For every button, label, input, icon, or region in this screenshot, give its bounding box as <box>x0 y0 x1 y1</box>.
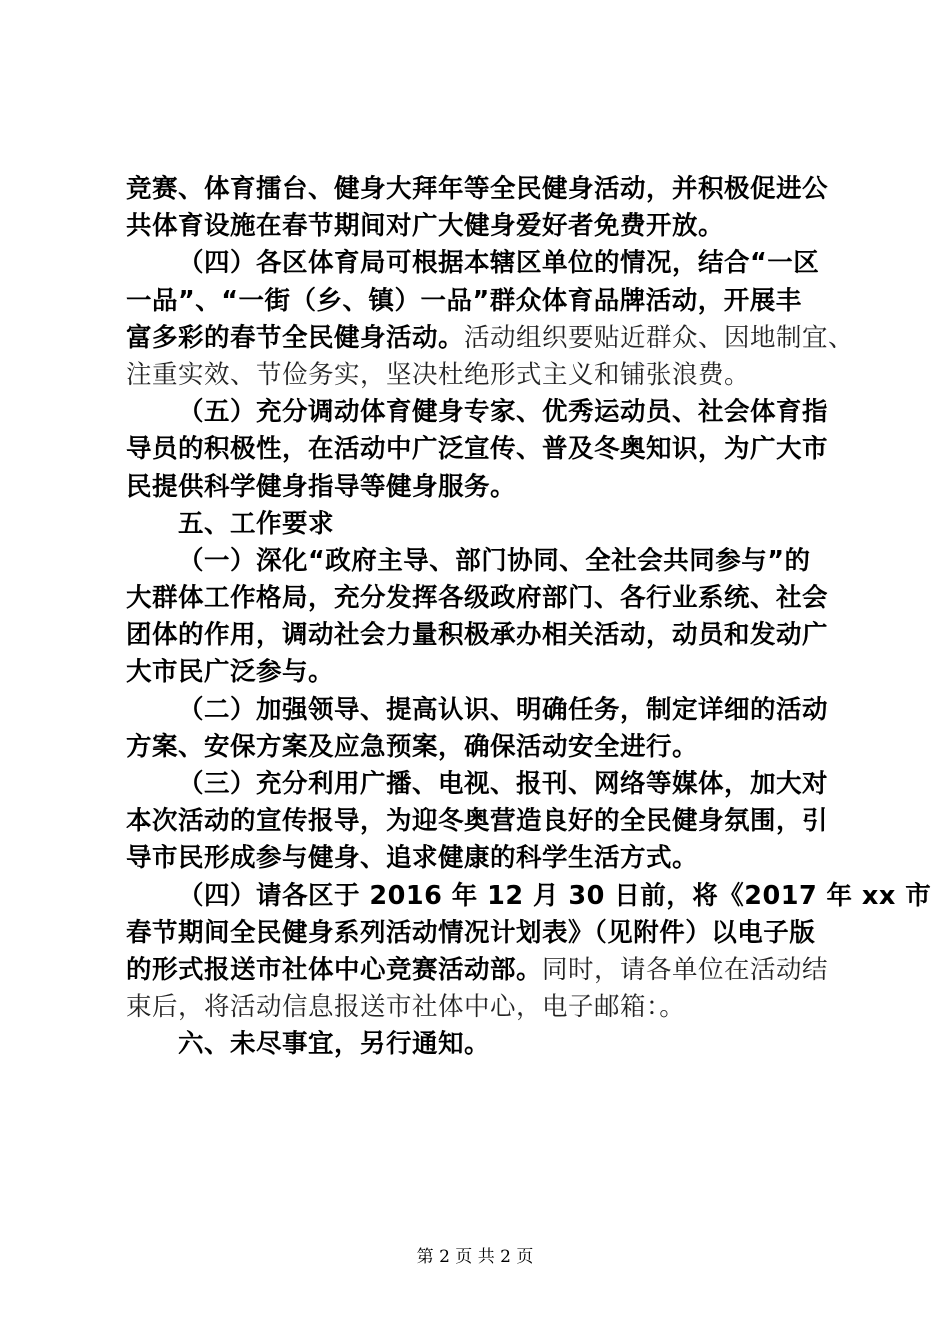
paragraph-text-bold: 的形式报送市社体中心竞赛活动部。 <box>126 954 543 985</box>
paragraph-line: 本次活动的宣传报导，为迎冬奥营造良好的全民健身氛围，引 <box>126 806 829 837</box>
paragraph-text-light: 束后，将活动信息报送市社体中心，电子邮箱：。 <box>126 992 686 1023</box>
paragraph-line: （三）充分利用广播、电视、报刊、网络等媒体，加大对 <box>178 769 829 799</box>
paragraph-line: 团体的作用，调动社会力量积极承办相关活动，动员和发动广 <box>126 620 829 651</box>
paragraph-line: 共体育设施在春节期间对广大健身爱好者免费开放。 <box>126 211 725 242</box>
paragraph-line: 大群体工作格局，充分发挥各级政府部门、各行业系统、社会 <box>126 583 829 614</box>
paragraph-text-bold: 富多彩的春节全民健身活动。 <box>126 322 465 353</box>
paragraph-line: 竞赛、体育擂台、健身大拜年等全民健身活动，并积极促进公 <box>126 174 829 204</box>
paragraph-line: （五）充分调动体育健身专家、优秀运动员、社会体育指 <box>178 397 829 428</box>
page-number: 第 2 页 共 2 页 <box>416 1247 534 1267</box>
section-heading: 五、工作要求 <box>178 508 335 539</box>
paragraph-line: （二）加强领导、提高认识、明确任务，制定详细的活动 <box>178 694 829 725</box>
paragraph-line: （四）请各区于 2016 年 12 月 30 日前，将《2017 年 xx 市 <box>178 880 932 911</box>
paragraph-line: 春节期间全民健身系列活动情况计划表》（见附件）以电子版 <box>126 917 816 948</box>
paragraph-line: 导市民形成参与健身、追求健康的科学生活方式。 <box>126 843 699 874</box>
paragraph-text-light: 同时，请各单位在活动结 <box>542 954 829 985</box>
paragraph-line: （一）深化“政府主导、部门协同、全社会共同参与”的 <box>178 545 811 576</box>
paragraph-line: 大市民广泛参与。 <box>126 657 335 688</box>
section-heading: 六、未尽事宜，另行通知。 <box>178 1029 491 1060</box>
paragraph-line: 一品”、“一街（乡、镇）一品”群众体育品牌活动，开展丰 <box>126 285 802 316</box>
paragraph-line: 民提供科学健身指导等健身服务。 <box>126 471 517 502</box>
document-body <box>126 171 932 1064</box>
paragraph-text-light: 注重实效、节俭务实，坚决杜绝形式主义和铺张浪费。 <box>126 359 751 390</box>
paragraph-line <box>126 357 846 394</box>
paragraph-line <box>126 989 846 1026</box>
paragraph-text-light: 活动组织要贴近群众、因地制宜、 <box>464 322 855 353</box>
paragraph-line <box>126 320 855 357</box>
page-footer <box>0 1242 950 1267</box>
paragraph-line: 方案、安保方案及应急预案，确保活动安全进行。 <box>126 731 699 762</box>
paragraph-line: 导员的积极性，在活动中广泛宣传、普及冬奥知识，为广大市 <box>126 434 829 465</box>
paragraph-line <box>126 952 846 989</box>
paragraph-line: （四）各区体育局可根据本辖区单位的情况，结合“一区 <box>178 248 820 279</box>
